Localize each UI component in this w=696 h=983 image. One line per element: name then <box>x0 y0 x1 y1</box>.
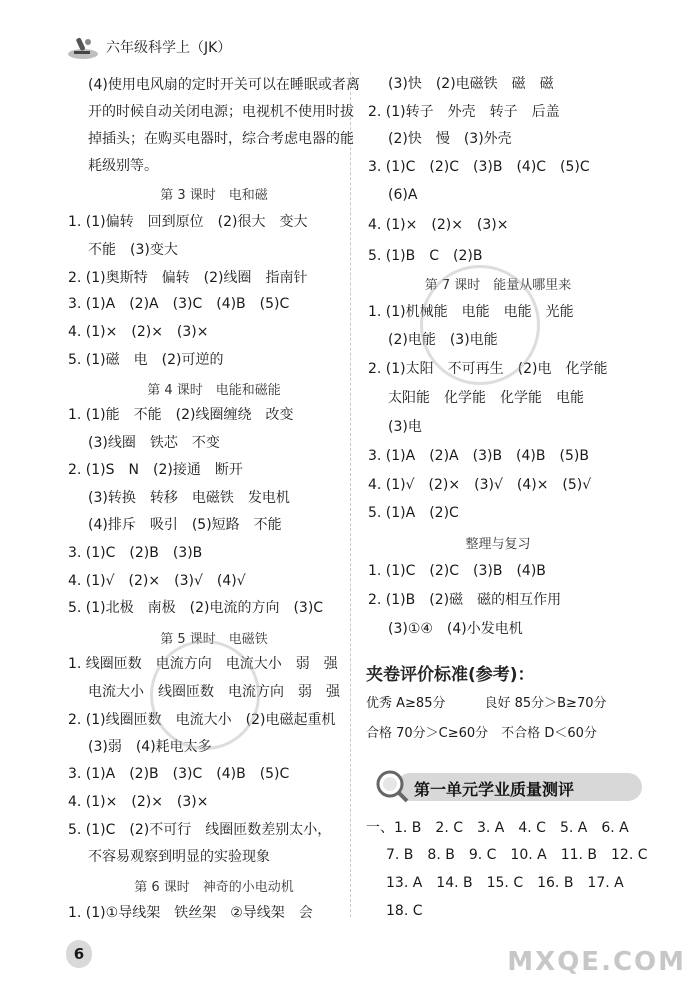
answer-line: (3)线圈 铁芯 不变 <box>88 435 220 451</box>
microscope-icon <box>66 34 100 60</box>
answer-line: 不能 (3)变大 <box>88 242 178 258</box>
section-heading-lesson5: 第 5 课时 电磁铁 <box>160 632 268 647</box>
page-header <box>66 34 231 60</box>
section-heading-lesson6: 第 6 课时 神奇的小电动机 <box>134 880 294 895</box>
answer-line: 1. (1)C (2)C (3)B (4)B <box>368 563 546 579</box>
answer-line: 4. (1)√ (2)× (3)√ (4)√ <box>68 573 246 589</box>
answer-line: 4. (1)× (2)× (3)× <box>368 217 509 233</box>
answer-line: 1. (1)偏转 回到原位 (2)很大 变大 <box>68 214 308 230</box>
answer-line: (6)A <box>388 187 418 203</box>
answer-line: 1. (1)机械能 电能 电能 光能 <box>368 304 574 320</box>
section-heading-lesson3: 第 3 课时 电和磁 <box>160 188 268 203</box>
answer-line: 7. B 8. B 9. C 10. A 11. B 12. C <box>386 847 648 863</box>
answer-line: 5. (1)A (2)C <box>368 505 459 521</box>
answer-line: 18. C <box>386 903 423 919</box>
answer-line: (3)①④ (4)小发电机 <box>388 621 523 637</box>
answer-line: 3. (1)C (2)C (3)B (4)C (5)C <box>368 159 590 175</box>
criteria-line: 合格 70分＞C≥60分 不合格 D＜60分 <box>366 726 597 741</box>
criteria-line: 优秀 A≥85分 良好 85分＞B≥70分 <box>366 696 607 711</box>
section-heading-lesson4: 第 4 课时 电能和磁能 <box>147 383 281 398</box>
answer-line: (3)弱 (4)耗电太多 <box>88 739 212 755</box>
answer-line: 太阳能 化学能 化学能 电能 <box>388 390 584 406</box>
answer-line: 2. (1)线圈匝数 电流大小 (2)电磁起重机 <box>68 712 336 728</box>
stamp-watermark <box>420 265 540 385</box>
unit-test-title: 第一单元学业质量测评 <box>414 780 575 799</box>
answer-line: 4. (1)√ (2)× (3)√ (4)× (5)√ <box>368 477 592 493</box>
answer-line: 电流大小 线圈匝数 电流方向 弱 强 <box>88 684 340 700</box>
answer-line: 3. (1)C (2)B (3)B <box>68 545 203 561</box>
answer-paragraph: (4)使用电风扇的定时开关可以在睡眠或者离开的时候自动关闭电源；电视机不使用时拔掉插头；在购买电器时，综合考虑电器的能耗级别等。 <box>88 77 360 174</box>
answer-line: 1. (1)能 不能 (2)线圈缠绕 改变 <box>68 407 294 423</box>
answer-line: 2. (1)B (2)磁 磁的相互作用 <box>368 592 562 608</box>
section-heading-review: 整理与复习 <box>465 537 531 552</box>
section-heading-lesson7: 第 7 课时 能量从哪里来 <box>424 278 572 293</box>
site-watermark: MXQE.COM <box>507 947 686 977</box>
answer-line: 3. (1)A (2)A (3)C (4)B (5)C <box>68 296 290 312</box>
answer-line: 5. (1)北极 南极 (2)电流的方向 (3)C <box>68 600 324 616</box>
answer-line: 2. (1)S N (2)接通 断开 <box>68 462 243 478</box>
unit-test-banner <box>374 768 642 804</box>
answer-line: 1. 线圈匝数 电流方向 电流大小 弱 强 <box>68 656 338 672</box>
answer-line: 一、1. B 2. C 3. A 4. C 5. A 6. A <box>366 820 629 836</box>
answer-line: (2)电能 (3)电能 <box>388 332 498 348</box>
answer-line: (3)快 (2)电磁铁 磁 磁 <box>388 76 554 92</box>
magnifier-icon <box>374 768 410 804</box>
answer-line: 3. (1)A (2)A (3)B (4)B (5)B <box>368 448 589 464</box>
answer-line: 5. (1)C (2)不可行 线圈匝数差别太小， <box>68 822 332 838</box>
answer-line: (4)排斥 吸引 (5)短路 不能 <box>88 517 282 533</box>
criteria-heading: 夹卷评价标准(参考)： <box>366 665 535 685</box>
answer-line: 4. (1)× (2)× (3)× <box>68 794 209 810</box>
answer-line: 5. (1)B C (2)B <box>368 248 483 264</box>
answer-line: 1. (1)①导线架 铁丝架 ②导线架 会 <box>68 905 313 921</box>
page-number: 6 <box>66 940 92 968</box>
book-title: 六年级科学上（JK） <box>106 40 232 56</box>
answer-line: (2)快 慢 (3)外壳 <box>388 131 512 147</box>
answer-line: 2. (1)奥斯特 偏转 (2)线圈 指南针 <box>68 270 308 286</box>
answer-line: (3)电 <box>388 419 422 435</box>
answer-line: 不容易观察到明显的实验现象 <box>88 849 270 865</box>
answer-line: 4. (1)× (2)× (3)× <box>68 324 209 340</box>
column-divider <box>350 72 351 917</box>
answer-line: 2. (1)太阳 不可再生 (2)电 化学能 <box>368 361 608 377</box>
answer-line: (3)转换 转移 电磁铁 发电机 <box>88 490 290 506</box>
answer-line: 2. (1)转子 外壳 转子 后盖 <box>368 104 560 120</box>
answer-line: 3. (1)A (2)B (3)C (4)B (5)C <box>68 766 290 782</box>
stamp-watermark <box>150 640 260 750</box>
answer-line: 13. A 14. B 15. C 16. B 17. A <box>386 875 624 891</box>
answer-line: 5. (1)磁 电 (2)可逆的 <box>68 352 224 368</box>
